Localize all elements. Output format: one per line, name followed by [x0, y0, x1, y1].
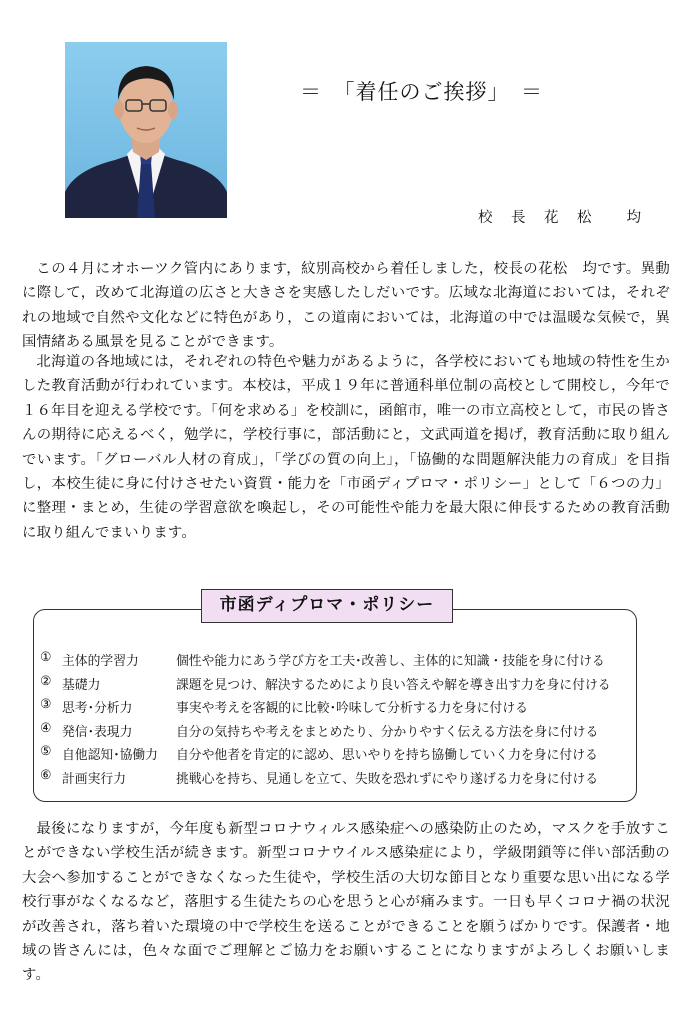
principal-portrait-photo [65, 42, 227, 218]
policy-item-name: 基礎力 [62, 677, 101, 693]
policy-item-name: 主体的学習力 [62, 654, 139, 669]
policy-item [40, 740, 640, 764]
page-title: ＝ 「着任のご挨拶」 ＝ [300, 80, 543, 104]
policy-item-description: 自分や他者を肯定的に認め、思いやりを持ち協働していく力を身に付ける [176, 748, 598, 763]
policy-item-name: 自他認知･協働力 [62, 748, 158, 763]
policy-item-number: ③ [40, 697, 52, 712]
policy-item [40, 646, 640, 670]
author-name: 校 長 花 松 均 [478, 210, 643, 226]
policy-item [40, 693, 640, 717]
policy-item-description: 事実や考えを客観的に比較･吟味して分析する力を身に付ける [176, 701, 528, 716]
body-paragraph-2: 北海道の各地域には，それぞれの特色や魅力があるように，各学校においても地域の特性を生かした教育活動が行われています。本校は，平成１９年に普通科単位制の高校として開校し，今年で１６年目を迎える学校です。「何を求める」を校訓に，函館市，唯一の市立高校として，市民の皆さんの期待に応えるべく，勉学に，学校行事に，部活動にと，文武両道を掲げ，教育活動に取り組んでいます。「グローバル人材の育成」，「学びの質の向上」，「協働的な問題解決能力の育成」を目指し，本校生徒に身に付けさせたい資質・能力を「市函ディプロマ・ポリシー」として「６つの力」に整理・まとめ，生徒の学習意欲を喚起し，その可能性や能力を最大限に伸長するための教育活動に取り組んでまいります。 [22, 354, 670, 541]
policy-item [40, 764, 640, 788]
portrait-illustration [65, 42, 227, 218]
body-paragraph-3: 最後になりますが，今年度も新型コロナウィルス感染症への感染防止のため，マスクを手放すことができない学校生活が続きます。新型コロナウイルス感染症により，学級閉鎖等に伴い部活動の大会へ参加することができなくなった生徒や，学校生活の大切な節目となり重要な思い出になる学校行事がなくなるなど，落胆する生徒たちの心を思うと心が痛みます。一日も早くコロナ禍の状況が改善され，落ち着いた環境の中で学校生を送ることができることを願うばかりです。保護者・地域の皆さんには，色々な面でご理解とご協力をお願いすることになりますがよろしくお願いします。 [22, 821, 670, 984]
policy-item-number: ① [40, 650, 52, 665]
diploma-policy-list [40, 646, 640, 787]
policy-item [40, 717, 640, 741]
policy-item-number: ② [40, 673, 52, 689]
policy-item-name: 思考･分析力 [62, 701, 133, 716]
policy-item-description: 自分の気持ちや考えをまとめたり、分かりやすく伝える方法を身に付ける [176, 724, 599, 740]
policy-item-description: 挑戦心を持ち、見通しを立て、失敗を恐れずにやり遂げる力を身に付ける [176, 771, 599, 787]
policy-item-name: 発信･表現力 [62, 724, 133, 740]
policy-item-description: 個性や能力にあう学び方を工夫･改善し、主体的に知識・技能を身に付ける [176, 654, 605, 669]
policy-item-number: ⑥ [40, 767, 52, 783]
diploma-policy-title: 市函ディプロマ・ポリシー [201, 589, 453, 623]
policy-item-description: 課題を見つけ、解決するためにより良い答えや解を導き出す力を身に付ける [176, 677, 611, 693]
policy-item-number: ④ [40, 720, 52, 736]
policy-item-name: 計画実行力 [62, 771, 126, 787]
body-paragraph-1: この４月にオホーツク管内にあります，紋別高校から着任しました，校長の花松 均です。異動に際して，改めて北海道の広さと大きさを実感したしだいです。広域な北海道においては，それぞれの地域で自然や文化などに特色があり，この道南においては，北海道の中では温暖な気候で，異国情緒ある風景を見ることができます。 [22, 261, 670, 351]
policy-item [40, 670, 640, 694]
policy-item-number: ⑤ [40, 744, 52, 759]
